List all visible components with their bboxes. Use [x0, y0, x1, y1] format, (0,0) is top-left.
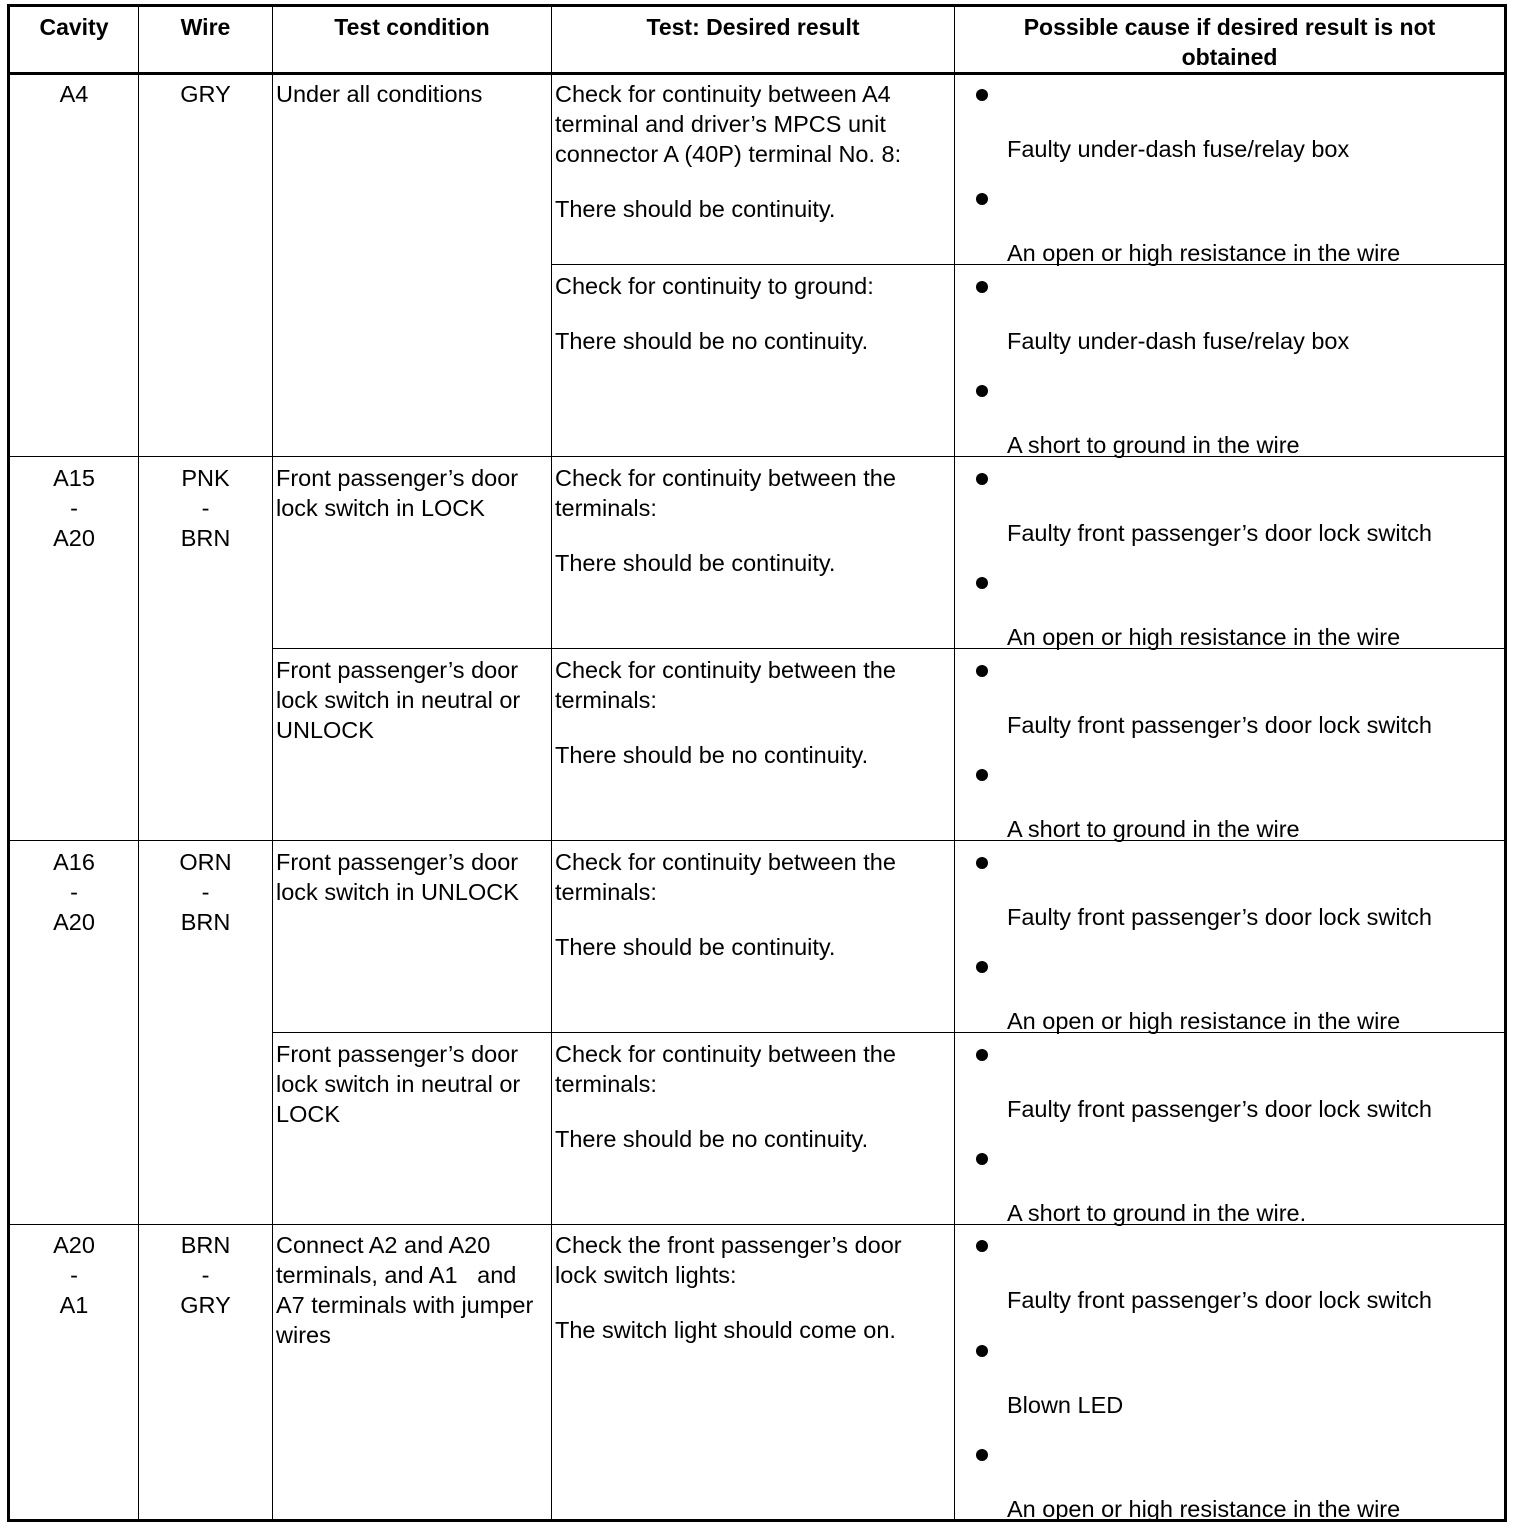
diagnostic-table — [7, 4, 1507, 1522]
condition-cell: Connect A2 and A20 — [276, 1232, 491, 1258]
cause-item: Blown LED — [1007, 1392, 1124, 1418]
condition-cell: terminals, and A1 and — [276, 1262, 517, 1288]
cause-item: A short to ground in the wire — [1007, 816, 1300, 842]
result-cell: terminals: — [555, 687, 657, 713]
bullet-icon — [976, 193, 988, 205]
expected-result: There should be continuity. — [555, 550, 836, 576]
expected-result: There should be continuity. — [555, 196, 836, 222]
result-cell: terminal and driver’s MPCS unit — [555, 111, 886, 137]
bullet-icon — [976, 473, 988, 485]
condition-cell: UNLOCK — [276, 717, 374, 743]
result-cell: terminals: — [555, 495, 657, 521]
condition-cell: lock switch in UNLOCK — [276, 879, 519, 905]
wire-cell: BRN — [180, 909, 231, 935]
bullet-icon — [976, 769, 988, 781]
result-cell: Check for continuity between the — [555, 849, 896, 875]
expected-result: There should be no continuity. — [555, 1126, 869, 1152]
wire-cell: ORN — [179, 849, 232, 875]
cause-item: Faulty front passenger’s door lock switch — [1007, 1287, 1432, 1313]
bullet-icon — [976, 961, 988, 973]
wire-cell: GRY — [180, 81, 231, 107]
header-desired-result: Test: Desired result — [646, 14, 860, 40]
result-cell: Check for continuity to ground: — [555, 273, 874, 299]
cause-item: Faulty front passenger’s door lock switch — [1007, 520, 1432, 546]
result-cell: Check for continuity between A4 — [555, 81, 891, 107]
cavity-cell: - — [70, 1262, 78, 1288]
header-separator — [10, 72, 1504, 75]
result-cell: terminals: — [555, 1071, 657, 1097]
condition-cell: wires — [276, 1322, 331, 1348]
header-possible-cause-line-1: Possible cause if desired result is not — [1023, 14, 1436, 40]
wire-cell: BRN — [180, 525, 231, 551]
bullet-icon — [976, 1345, 988, 1357]
cause-item: An open or high resistance in the wire — [1007, 624, 1401, 650]
header-test-condition: Test condition — [334, 14, 490, 40]
header-possible-cause-line-2: obtained — [1181, 44, 1278, 70]
wire-cell: GRY — [180, 1292, 231, 1318]
cause-item: Faulty front passenger’s door lock switch — [1007, 1096, 1432, 1122]
result-cell: Check for continuity between the — [555, 657, 896, 683]
wire-cell: BRN — [180, 1232, 231, 1258]
bullet-icon — [976, 89, 988, 101]
cavity-cell: A20 — [53, 525, 95, 551]
expected-result: There should be no continuity. — [555, 742, 869, 768]
cavity-cell: A4 — [59, 81, 89, 107]
condition-cell: lock switch in neutral or — [276, 1071, 521, 1097]
cause-item: Faulty under-dash fuse/relay box — [1007, 136, 1350, 162]
condition-cell: lock switch in neutral or — [276, 687, 521, 713]
cause-item: Faulty front passenger’s door lock switch — [1007, 712, 1432, 738]
wire-cell: - — [201, 1262, 210, 1288]
bullet-icon — [976, 665, 988, 677]
bullet-icon — [976, 577, 988, 589]
header-wire: Wire — [180, 14, 231, 40]
cavity-cell: A16 — [53, 849, 95, 875]
result-cell: Check the front passenger’s door — [555, 1232, 902, 1258]
result-cell: Check for continuity between the — [555, 1041, 896, 1067]
cause-item: An open or high resistance in the wire — [1007, 1008, 1401, 1034]
condition-cell: Front passenger’s door — [276, 849, 519, 875]
result-cell: lock switch lights: — [555, 1262, 737, 1288]
bullet-icon — [976, 1153, 988, 1165]
result-cell: Check for continuity between the — [555, 465, 896, 491]
cavity-cell: - — [70, 495, 78, 521]
result-cell: terminals: — [555, 879, 657, 905]
header-cavity: Cavity — [39, 14, 109, 40]
cavity-cell: A20 — [53, 909, 95, 935]
expected-result: There should be continuity. — [555, 934, 836, 960]
bullet-icon — [976, 385, 988, 397]
bullet-icon — [976, 1049, 988, 1061]
cavity-cell: A15 — [53, 465, 95, 491]
bullet-icon — [976, 1449, 988, 1461]
wire-cell: - — [201, 495, 210, 521]
wire-cell: PNK — [181, 465, 230, 491]
cause-item: A short to ground in the wire — [1007, 432, 1300, 458]
cavity-cell: A1 — [59, 1292, 89, 1318]
cause-item: An open or high resistance in the wire — [1007, 240, 1401, 266]
condition-cell: lock switch in LOCK — [276, 495, 485, 521]
condition-cell: Under all conditions — [276, 81, 483, 107]
expected-result: The switch light should come on. — [555, 1317, 896, 1343]
result-cell: connector A (40P) terminal No. 8: — [555, 141, 902, 167]
condition-cell: A7 terminals with jumper — [276, 1292, 534, 1318]
condition-cell: Front passenger’s door — [276, 657, 519, 683]
bullet-icon — [976, 281, 988, 293]
cause-item: An open or high resistance in the wire — [1007, 1496, 1401, 1522]
cavity-cell: A20 — [53, 1232, 95, 1258]
wire-cell: - — [201, 879, 210, 905]
column-divider — [954, 7, 955, 1519]
column-divider — [272, 7, 273, 1519]
cause-item: Faulty under-dash fuse/relay box — [1007, 328, 1350, 354]
header-possible-cause — [955, 12, 1504, 72]
bullet-icon — [976, 857, 988, 869]
cause-item: A short to ground in the wire. — [1007, 1200, 1307, 1226]
column-divider — [551, 7, 552, 1519]
cause-item: Faulty front passenger’s door lock switch — [1007, 904, 1432, 930]
cavity-cell: - — [70, 879, 78, 905]
expected-result: There should be no continuity. — [555, 328, 869, 354]
condition-cell: LOCK — [276, 1101, 340, 1127]
condition-cell: Front passenger’s door — [276, 465, 519, 491]
bullet-icon — [976, 1240, 988, 1252]
condition-cell: Front passenger’s door — [276, 1041, 519, 1067]
